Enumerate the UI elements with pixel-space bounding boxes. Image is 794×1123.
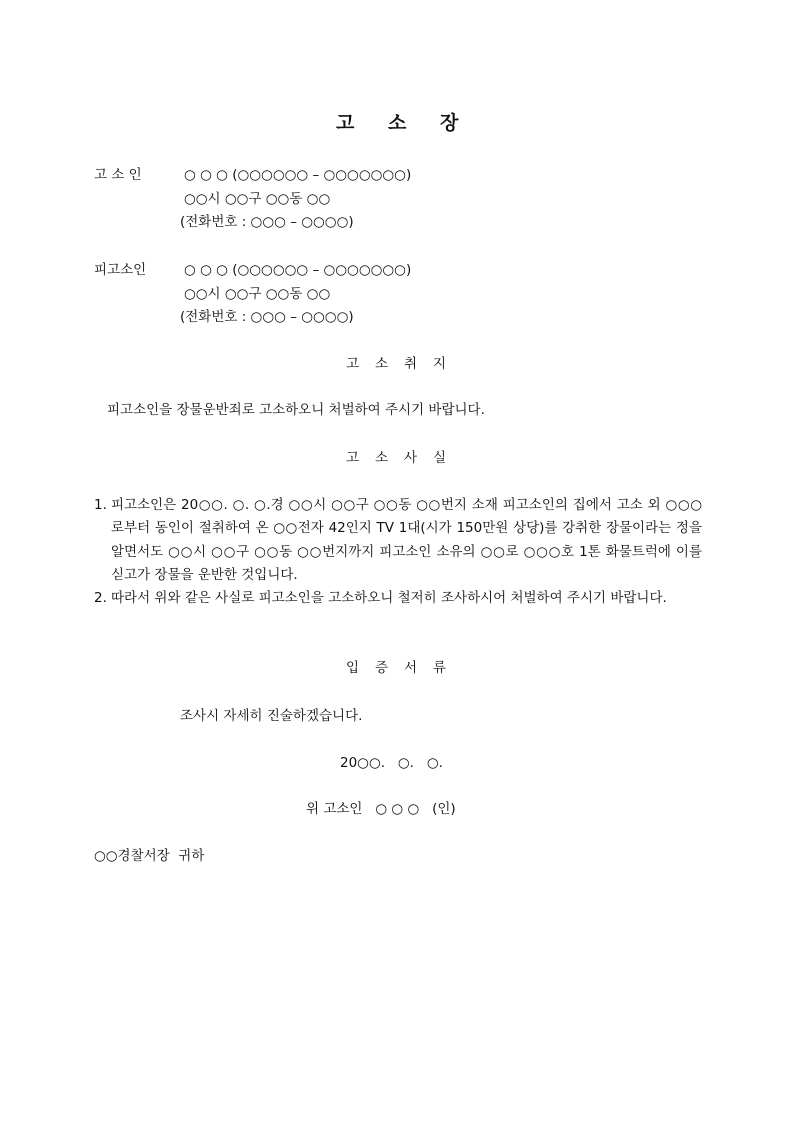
heading-char: 실 xyxy=(433,450,447,466)
heading-char: 증 xyxy=(375,660,389,676)
purpose-text: 피고소인을 장물운반죄로 고소하오니 처벌하여 주시기 바랍니다. xyxy=(107,402,485,418)
title-char: 소 xyxy=(388,112,409,134)
heading-char: 서 xyxy=(404,660,418,676)
fact-item xyxy=(94,494,702,587)
fact-text: 따라서 위와 같은 사실로 피고소인을 고소하오니 철저히 조사하시어 처벌하여 주시기 바랍니다. xyxy=(111,590,667,607)
fact-number: 2. xyxy=(94,590,107,607)
complainant-phone: (전화번호 : ○○○ – ○○○○) xyxy=(180,214,354,230)
heading-char: 고 xyxy=(346,356,360,372)
heading-char: 소 xyxy=(375,356,389,372)
facts-list xyxy=(94,494,702,610)
heading-char: 사 xyxy=(404,450,418,466)
complainant-address: ○○시 ○○구 ○○동 ○○ xyxy=(184,191,331,207)
title-char: 고 xyxy=(336,112,357,134)
fact-text: 피고소인은 20○○. ○. ○.경 ○○시 ○○구 ○○동 ○○번지 소재 피고소인의 집에서 고소 외 ○○○로부터 동인이 절취하여 온 ○○전자 42인지 TV 1대(시가 150만원 상당)를 강취한 장물이라는 정을 알면서도 ○○시 ○○구 ○○동 ○○번지까지 피고소인 소유의 ○○로 ○○○호 1톤 화물트럭에 이를 싣고가 장물을 운반한 것입니다. xyxy=(111,497,702,583)
signature-line: 위 고소인 ○ ○ ○ (인) xyxy=(306,801,456,817)
accused-address: ○○시 ○○구 ○○동 ○○ xyxy=(184,286,331,302)
heading-char: 지 xyxy=(433,356,447,372)
accused-phone: (전화번호 : ○○○ – ○○○○) xyxy=(180,309,354,325)
accused-name: ○ ○ ○ (○○○○○○ – ○○○○○○○) xyxy=(184,262,412,278)
heading-char: 입 xyxy=(346,660,360,676)
complainant-name: ○ ○ ○ (○○○○○○ – ○○○○○○○) xyxy=(184,167,412,183)
evidence-text: 조사시 자세히 진술하겠습니다. xyxy=(180,708,363,724)
heading-char: 류 xyxy=(433,660,447,676)
title-char: 장 xyxy=(440,112,461,134)
fact-item xyxy=(94,587,702,610)
fact-number: 1. xyxy=(94,497,107,513)
complainant-label: 고 소 인 xyxy=(94,167,142,183)
facts-heading xyxy=(346,452,446,466)
document-date: 20○○. ○. ○. xyxy=(340,755,443,771)
purpose-heading xyxy=(346,358,446,372)
evidence-heading xyxy=(346,662,446,676)
accused-label: 피고소인 xyxy=(94,262,147,278)
heading-char: 고 xyxy=(346,450,360,466)
heading-char: 소 xyxy=(375,450,389,466)
heading-char: 취 xyxy=(404,356,418,372)
recipient: ○○경찰서장 귀하 xyxy=(94,848,205,864)
document-title xyxy=(336,114,460,133)
